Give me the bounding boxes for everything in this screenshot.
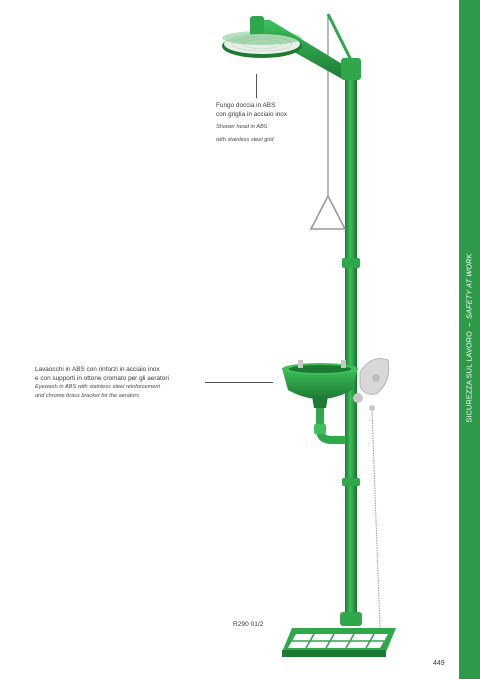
section-title-en: SAFETY AT WORK: [464, 253, 474, 319]
model-code: R290 01/2: [233, 621, 264, 628]
section-title-separator: –: [464, 322, 474, 328]
floor-platform: [282, 612, 396, 657]
eyewash-en-line1: Eyewash in ABS with stainless steel reinforcement: [35, 384, 161, 390]
main-pipe: [345, 62, 357, 622]
shower-head-en-line2: with stainless steel grid: [216, 136, 274, 143]
shower-head-leader-line: [256, 74, 257, 98]
eyewash-callout: [35, 365, 225, 400]
eyewash-en-line2: and chrome brass bracket for the aerators: [35, 392, 140, 399]
page-number: 449: [433, 660, 445, 667]
shower-head-it-line2: con griglia in acciaio inox: [216, 111, 288, 118]
section-title: [465, 253, 474, 422]
eyewash-push-paddle: [353, 359, 389, 404]
foot-pedal-chain: [369, 405, 380, 630]
section-title-it: SICUREZZA SUL LAVORO: [464, 331, 474, 423]
shower-head-it-line1: Fungo doccia in ABS: [216, 102, 276, 109]
eyewash-it-line2: e con supporti in ottone cromato per gli aeratori: [35, 375, 169, 382]
pull-triangle-handle: [311, 190, 345, 229]
shower-head: [222, 31, 302, 58]
eyewash-it-line1: Lavaocchi in ABS con rinforzi in acciaio inox: [35, 366, 160, 373]
shower-head-callout: [216, 101, 326, 144]
shower-head-en-line1: Shower head in ABS: [216, 124, 268, 130]
